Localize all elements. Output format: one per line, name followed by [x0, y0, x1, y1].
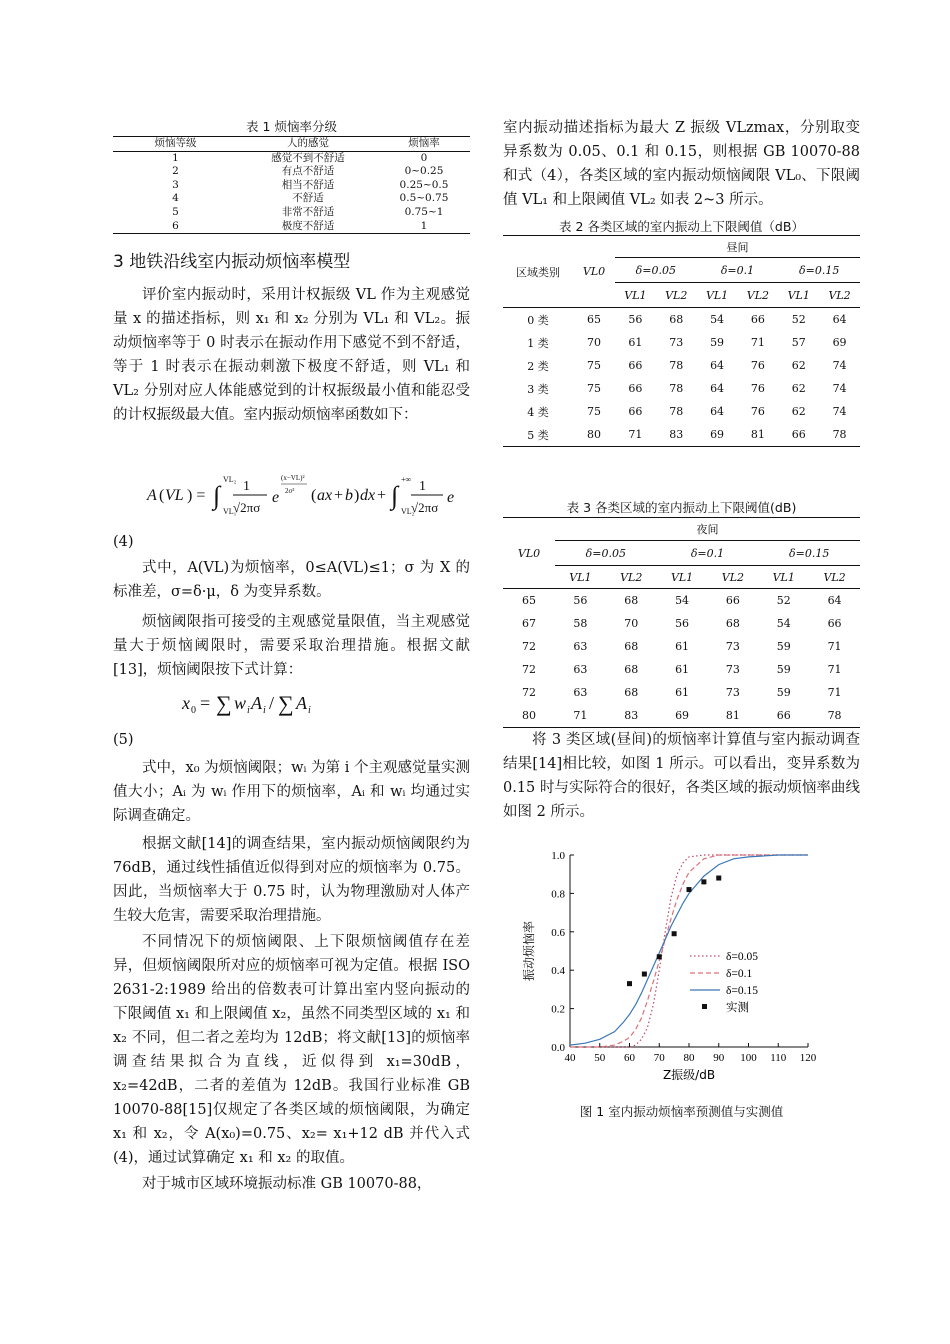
cell: 72: [522, 640, 536, 653]
cell: 感觉不到不舒适: [271, 151, 345, 164]
svg-text:): ): [354, 487, 360, 504]
x-tick-label: 90: [713, 1052, 725, 1064]
table2-row: [503, 331, 860, 354]
cell: 62: [791, 405, 806, 418]
cell: 1 类: [527, 336, 549, 350]
cell: 71: [573, 709, 588, 722]
x-tick-label: 110: [770, 1052, 787, 1064]
equation-4: [145, 466, 465, 526]
cell: 2: [172, 165, 179, 178]
cell: 69: [832, 336, 847, 349]
table2: [503, 235, 860, 447]
y-tick-label: 0.8: [551, 888, 565, 901]
cell: 70: [624, 617, 639, 630]
cell: 71: [827, 663, 842, 676]
cell: 61: [675, 686, 690, 699]
cell: 66: [776, 709, 791, 722]
y-tick-label: 0.2: [551, 1003, 565, 1016]
cell: 76: [750, 359, 765, 372]
cell: 71: [750, 336, 765, 349]
svg-text:=: =: [200, 693, 211, 713]
table3-row: [503, 681, 860, 704]
svg-text:∑: ∑: [278, 691, 294, 716]
table2-sub: VL1: [705, 288, 729, 302]
cell: 5 类: [527, 428, 549, 442]
equation-5-number: (5): [113, 732, 134, 748]
svg-text:+: +: [377, 487, 387, 504]
svg-text:∑: ∑: [216, 691, 232, 716]
cell: 0.25~0.5: [399, 178, 449, 191]
x-tick-label: 100: [740, 1052, 757, 1064]
cell: 73: [725, 686, 740, 699]
data-point: [701, 879, 706, 884]
table3-sub: VL1: [569, 570, 592, 584]
svg-text:/: /: [269, 693, 275, 713]
cell: 78: [669, 359, 684, 372]
cell: 68: [624, 663, 639, 676]
cell: 不舒适: [292, 192, 324, 205]
table3-row: [503, 635, 860, 658]
svg-text:w: w: [234, 693, 247, 713]
cell: 61: [675, 663, 690, 676]
table3-row: [503, 704, 860, 728]
cell: 3: [172, 178, 179, 191]
cell: 74: [832, 405, 847, 418]
svg-text:i: i: [263, 705, 266, 716]
cell: 非常不舒适: [281, 205, 335, 218]
table1: [113, 136, 470, 234]
table1-header: 人的感觉: [287, 137, 329, 149]
paragraph: 式中，x₀ 为烦恼阈限；wᵢ 为第 i 个主观感觉量实测值大小；Aᵢ 为 wᵢ 作用下的烦恼率，Aᵢ 和 wᵢ 均通过实际调查确定。: [113, 760, 470, 824]
table2-row: [503, 308, 860, 332]
cell: 66: [628, 382, 643, 395]
equation-4-number: (4): [113, 534, 134, 550]
data-point: [642, 972, 647, 977]
table3: [503, 517, 860, 728]
cell: 72: [522, 663, 536, 676]
cell: 71: [827, 640, 842, 653]
table1-caption: 表 1 烦恼率分级: [246, 119, 337, 134]
cell: 62: [791, 382, 806, 395]
cell: 0: [420, 151, 428, 164]
cell: 2 类: [527, 359, 549, 373]
svg-text:(: (: [311, 487, 317, 504]
table3-sub: VL2: [620, 570, 643, 584]
cell: 52: [776, 594, 791, 607]
figure1-caption: 图 1 室内振动烦恼率预测值与实测值: [579, 1104, 784, 1119]
cell: 5: [172, 205, 179, 218]
svg-text:) =: ) =: [187, 487, 206, 504]
cell: 63: [573, 640, 588, 653]
paragraph: 烦恼阈限指可接受的主观感觉量限值，当主观感觉量大于烦恼阈限时，需要采取治理措施。根据文献[13]，烦恼阈限按下式计算：: [113, 614, 470, 678]
data-point: [687, 887, 692, 892]
cell: 65: [587, 313, 601, 326]
svg-text:(: (: [159, 487, 165, 504]
cell: 1: [172, 151, 179, 164]
cell: 64: [832, 313, 847, 326]
svg-text:1: 1: [419, 479, 426, 494]
cell: 71: [827, 686, 842, 699]
data-point: [672, 931, 677, 936]
cell: 4 类: [527, 405, 549, 419]
cell: 58: [573, 617, 588, 630]
table3-sub: VL2: [721, 570, 745, 584]
x-tick-label: 50: [594, 1052, 606, 1064]
table2-vl0-header: VL0: [573, 236, 615, 308]
cell: 64: [827, 594, 842, 607]
figure1-chart: [515, 840, 835, 1095]
svg-text:∫: ∫: [213, 481, 221, 510]
table1-header: 烦恼等级: [154, 137, 197, 149]
y-tick-label: 0.0: [551, 1042, 565, 1054]
cell: 70: [587, 336, 601, 349]
cell: 68: [669, 313, 684, 326]
svg-text:√2πσ: √2πσ: [411, 500, 439, 515]
table1-header: 烦恼率: [408, 137, 440, 149]
cell: 59: [710, 336, 725, 349]
cell: 1: [420, 219, 428, 232]
x-tick-label: 80: [683, 1052, 695, 1064]
cell: 68: [725, 617, 740, 630]
svg-text:i: i: [308, 705, 311, 716]
paragraph: 对于城市区域环境振动标准 GB 10070-88，: [142, 1176, 432, 1192]
table2-delta: δ=0.05: [615, 258, 697, 283]
cell: 81: [750, 428, 765, 441]
paragraph: 根据文献[14]的调查结果，室内振动烦恼阈限约为 76dB，通过线性插值近似得到对应的烦恼率为 0.75。因此，当烦恼率大于 0.75 时，认为物理激励对人体产生较大危害，需要采取治理措施。: [113, 836, 470, 924]
svg-text:2σ²: 2σ²: [285, 487, 295, 495]
table3-sub: VL2: [823, 570, 846, 584]
table1-row: [113, 179, 470, 193]
y-axis-label: 振动烦恼率: [522, 920, 536, 982]
legend-label: δ=0.15: [726, 985, 759, 997]
table3-sub: VL1: [772, 570, 795, 584]
equation-5-graphic: [180, 684, 340, 718]
cell: 74: [832, 382, 847, 395]
table2-row: [503, 377, 860, 400]
cell: 64: [710, 405, 725, 418]
svg-text:A: A: [296, 693, 307, 713]
svg-text:VL₂: VL₂: [223, 475, 237, 484]
cell: 65: [522, 594, 536, 607]
data-point: [716, 876, 721, 881]
section-title: 3 地铁沿线室内振动烦恼率模型: [113, 252, 351, 272]
svg-text:VL₁: VL₁: [223, 507, 237, 516]
table2-sub: VL1: [624, 288, 647, 302]
table2-row: [503, 354, 860, 377]
paragraph: 室内振动描述指标为最大 Z 振级 VLzmax，分别取变异系数为 0.05、0.1 和 0.15，则根据 GB 10070-88 和式（4），各类区域的室内振动烦恼阈限 VL₀、下限阈值 VL₁ 和上限阈值 VL₂ 如表 2~3 所示。: [503, 120, 860, 208]
cell: 78: [827, 709, 842, 722]
table2-sub: VL1: [787, 288, 810, 302]
cell: 78: [832, 428, 847, 441]
table3-row: [503, 612, 860, 635]
cell: 56: [573, 594, 588, 607]
table2-delta: δ=0.15: [778, 258, 860, 283]
cell: 59: [776, 663, 791, 676]
svg-text:(x−VL)²: (x−VL)²: [281, 474, 305, 482]
cell: 80: [522, 709, 536, 722]
table3-delta: δ=0.1: [657, 541, 759, 566]
cell: 62: [791, 359, 806, 372]
table2-region-header: 区域类别: [503, 236, 573, 308]
table2-sub: VL2: [665, 288, 688, 302]
cell: 59: [776, 686, 791, 699]
legend-label: 实测: [726, 1002, 749, 1014]
legend-label: δ=0.05: [726, 951, 759, 963]
svg-text:VL₂: VL₂: [401, 507, 415, 516]
y-tick-label: 1.0: [551, 850, 565, 862]
cell: 69: [675, 709, 690, 722]
series-line: [570, 855, 808, 1047]
cell: 0.5~0.75: [399, 192, 449, 205]
cell: 64: [710, 359, 725, 372]
table1-row: [113, 151, 470, 165]
svg-text:e: e: [447, 489, 455, 506]
cell: 66: [750, 313, 765, 326]
cell: 59: [776, 640, 791, 653]
table2-row: [503, 400, 860, 423]
cell: 83: [624, 709, 639, 722]
cell: 78: [669, 405, 684, 418]
cell: 相当不舒适: [281, 178, 335, 191]
table3-row: [503, 589, 860, 613]
table3-row: [503, 658, 860, 681]
cell: 极度不舒适: [281, 219, 335, 232]
cell: 69: [710, 428, 725, 441]
svg-text:ax: ax: [317, 487, 333, 504]
cell: 63: [573, 686, 588, 699]
cell: 75: [587, 359, 601, 372]
series-line: [570, 855, 808, 1045]
cell: 4: [172, 192, 179, 205]
cell: 68: [624, 594, 639, 607]
cell: 74: [832, 359, 847, 372]
cell: 66: [827, 617, 842, 630]
svg-text:b: b: [345, 487, 353, 504]
table3-vl0-header: VL0: [503, 518, 555, 589]
table3-sub: VL1: [670, 570, 694, 584]
equation-4-graphic: [145, 466, 465, 526]
table3-delta: δ=0.15: [758, 541, 860, 566]
svg-text:+∞: +∞: [401, 475, 412, 484]
x-axis-label: Z振级/dB: [662, 1068, 716, 1082]
cell: 80: [587, 428, 601, 441]
table1-row: [113, 220, 470, 234]
x-tick-label: 40: [564, 1052, 576, 1064]
paragraph: 评价室内振动时，采用计权振级 VL 作为主观感觉量 x 的描述指标，则 x₁ 和 x₂ 分别为 VL₁ 和 VL₂。振动烦恼率等于 0 时表示在振动作用下感觉不到不舒适，等于 1 时表示在振动刺激下极度不舒适，则 VL₁ 和 VL₂ 分别对应人体能感觉到的计权振级最小值和能忍受的计权振级最大值。室内振动烦恼率函数如下：: [113, 287, 470, 423]
table3-caption: 表 3 各类区域的室内振动上下限阈值(dB): [566, 500, 797, 515]
svg-text:dx: dx: [360, 487, 376, 504]
cell: 75: [587, 405, 601, 418]
cell: 56: [675, 617, 690, 630]
data-point: [657, 954, 662, 959]
cell: 72: [522, 686, 536, 699]
cell: 78: [669, 382, 684, 395]
cell: 6: [172, 219, 179, 232]
y-tick-label: 0.4: [551, 965, 565, 978]
legend-marker: [702, 1004, 707, 1009]
svg-text:√2πσ: √2πσ: [233, 500, 261, 515]
y-tick-label: 0.6: [551, 926, 565, 939]
svg-text:0: 0: [191, 705, 196, 716]
svg-text:+: +: [334, 487, 344, 504]
table2-period: 昼间: [615, 236, 860, 258]
svg-text:∫: ∫: [391, 481, 399, 510]
cell: 0.75~1: [404, 205, 444, 218]
table1-row: [113, 192, 470, 206]
svg-text:A: A: [147, 487, 157, 504]
table2-row: [503, 423, 860, 447]
cell: 0~0.25: [404, 165, 444, 178]
cell: 67: [522, 617, 536, 630]
cell: 83: [669, 428, 684, 441]
svg-text:A: A: [251, 693, 262, 713]
table1-row: [113, 206, 470, 220]
paragraph: 将 3 类区域(昼间)的烦恼率计算值与室内振动调查结果[14]相比较，如图 1 所示。可以看出，变异系数为 0.15 时与实际符合的很好，各类区域的振动烦恼率曲线如图 2 所示。: [503, 732, 860, 820]
table2-sub: VL2: [746, 288, 770, 302]
cell: 57: [791, 336, 806, 349]
table2-delta: δ=0.1: [697, 258, 779, 283]
cell: 61: [675, 640, 690, 653]
paragraph: 式中，A(VL)为烦恼率，0≤A(VL)≤1；σ 为 X 的标准差，σ=δ·μ，δ 为变异系数。: [113, 560, 470, 600]
table1-row: [113, 165, 470, 179]
cell: 有点不舒适: [281, 165, 335, 178]
series-line: [570, 855, 808, 1047]
cell: 71: [628, 428, 643, 441]
cell: 54: [675, 594, 690, 607]
cell: 61: [628, 336, 643, 349]
x-tick-label: 70: [653, 1052, 665, 1064]
table2-caption: 表 2 各类区域的室内振动上下限阈值（dB）: [559, 219, 804, 234]
cell: 75: [587, 382, 601, 395]
table3-delta: δ=0.05: [555, 541, 657, 566]
cell: 73: [725, 640, 740, 653]
cell: 63: [573, 663, 588, 676]
cell: 66: [725, 594, 740, 607]
cell: 68: [624, 686, 639, 699]
svg-text:i: i: [247, 705, 250, 716]
legend-label: δ=0.1: [726, 968, 753, 980]
svg-text:e: e: [272, 489, 280, 506]
cell: 56: [628, 313, 643, 326]
cell: 0 类: [527, 313, 549, 327]
cell: 52: [791, 313, 806, 326]
cell: 76: [750, 405, 765, 418]
cell: 68: [624, 640, 639, 653]
equation-5: [180, 684, 340, 718]
data-point: [627, 981, 632, 986]
cell: 54: [776, 617, 791, 630]
svg-text:VL: VL: [165, 487, 184, 504]
svg-text:1: 1: [243, 479, 250, 494]
cell: 81: [725, 709, 740, 722]
cell: 3 类: [527, 382, 549, 396]
cell: 66: [791, 428, 806, 441]
x-tick-label: 120: [799, 1052, 817, 1064]
paragraph: 不同情况下的烦恼阈限、上下限烦恼阈值存在差异，但烦恼阈限所对应的烦恼率可视为定值。根据 ISO 2631-2:1989 给出的倍数表可计算出室内竖向振动的下限阈值 x₁ 和上限阈值 x₂，虽然不同类型区域的 x₁ 和 x₂ 不同，但二者之差均为 12dB；将文献[13]的烦恼率调查结果拟合为直线，近似得到 x₁=30dB，x₂=42dB，二者的差值为 12dB。我国行业标准 GB 10070-88[15]仅规定了各类区域的烦恼阈限，为确定 x₁ 和 x₂，令 A(x₀)=0.75、x₂= x₁+12 dB 并代入式(4)，通过试算确定 x₁ 和 x₂ 的取值。: [113, 934, 470, 1166]
cell: 66: [628, 405, 643, 418]
x-tick-label: 60: [624, 1052, 635, 1064]
cell: 76: [750, 382, 765, 395]
cell: 73: [669, 336, 684, 349]
svg-text:x: x: [182, 693, 190, 713]
table3-period: 夜间: [555, 518, 860, 541]
cell: 54: [710, 313, 725, 326]
table2-sub: VL2: [828, 288, 851, 302]
cell: 73: [725, 663, 740, 676]
cell: 66: [628, 359, 643, 372]
cell: 64: [710, 382, 725, 395]
